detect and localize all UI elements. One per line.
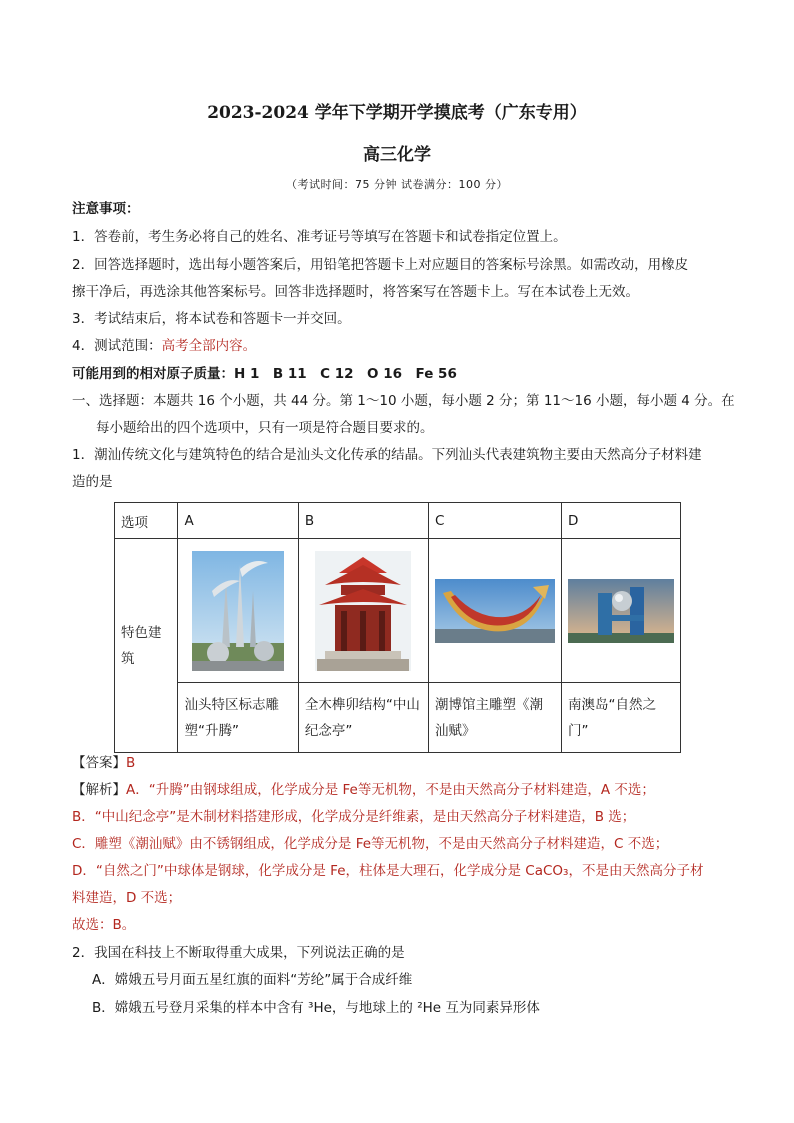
notice-item-4 bbox=[72, 333, 746, 360]
option-d-caption: 南澳岛“自然之门” bbox=[562, 683, 681, 753]
atomic-masses: 可能用到的相对原子质量：H 1 B 11 C 12 O 16 Fe 56 bbox=[72, 366, 457, 382]
answer-line bbox=[72, 750, 746, 777]
notice-heading: 注意事项： bbox=[72, 201, 140, 217]
analysis-line-1 bbox=[72, 777, 746, 804]
conclusion: 故选：B。 bbox=[72, 917, 136, 933]
notice-item-3: 3．考试结束后，将本试卷和答题卡一并交回。 bbox=[72, 311, 351, 327]
analysis-label: 【解析】 bbox=[72, 782, 126, 798]
section-heading-cont: 每小题给出的四个选项中，只有一项是符合题目要求的。 bbox=[96, 420, 434, 436]
option-a-letter: A bbox=[178, 503, 298, 539]
sculpture-image bbox=[192, 551, 284, 671]
row-label: 特色建筑 bbox=[115, 539, 178, 753]
analysis-b: B．“中山纪念亭”是木制材料搭建形成，化学成分是纤维素，是由天然高分子材料建造，B 选； bbox=[72, 809, 636, 825]
option-b-image bbox=[298, 539, 428, 683]
notice-item-2-cont: 擦干净后，再选涂其他答案标号。回答非选择题时，将答案写在答题卡上。写在本试卷上无效。 bbox=[72, 284, 639, 300]
pavilion-image bbox=[315, 551, 411, 671]
q1-stem-cont: 造的是 bbox=[72, 474, 113, 490]
option-c-image bbox=[428, 539, 561, 683]
notice-item-2: 2．回答选择题时，选出每小题答案后，用铅笔把答题卡上对应题目的答案标号涂黑。如需改动，用橡皮 bbox=[72, 257, 689, 273]
sculpture-chaoshan-image bbox=[435, 579, 555, 643]
answer-label: 【答案】 bbox=[72, 755, 126, 771]
option-b-letter: B bbox=[298, 503, 428, 539]
nature-gate-image bbox=[568, 579, 674, 643]
answer-value: B bbox=[126, 755, 136, 771]
notice-item-1: 1．答卷前，考生务必将自己的姓名、准考证号等填写在答题卡和试卷指定位置上。 bbox=[72, 229, 567, 245]
scope-value: 高考全部内容。 bbox=[161, 338, 257, 354]
options-table bbox=[114, 502, 681, 753]
analysis-d: D．“自然之门”中球体是钢球，化学成分是 Fe，柱体是大理石，化学成分是 CaCO₃，不是由天然高分子材 bbox=[72, 863, 704, 879]
option-c-letter: C bbox=[428, 503, 561, 539]
option-d-letter: D bbox=[562, 503, 681, 539]
exam-title: 2023-2024 学年下学期开学摸底考（广东专用） bbox=[207, 103, 587, 123]
table-header-label: 选项 bbox=[115, 503, 178, 539]
analysis-a: A．“升腾”由钢球组成，化学成分是 Fe等无机物，不是由天然高分子材料建造，A 不选； bbox=[126, 782, 655, 798]
section-heading: 一、选择题：本题共 16 个小题，共 44 分。第 1～10 小题，每小题 2 分；第 11～16 小题，每小题 4 分。在 bbox=[72, 393, 735, 409]
option-d-image bbox=[562, 539, 681, 683]
q2-option-a: A．嫦娥五号月面五星红旗的面料“芳纶”属于合成纤维 bbox=[92, 972, 413, 988]
scope-label: 4．测试范围： bbox=[72, 338, 162, 354]
option-a-image bbox=[178, 539, 298, 683]
exam-info: （考试时间：75 分钟 试卷满分：100 分） bbox=[286, 178, 508, 191]
q2-option-b: B．嫦娥五号登月采集的样本中含有 ³He，与地球上的 ²He 互为同素异形体 bbox=[92, 1000, 540, 1016]
option-b-caption: 全木榫卯结构“中山纪念亭” bbox=[298, 683, 428, 753]
option-c-caption: 潮博馆主雕塑《潮汕赋》 bbox=[428, 683, 561, 753]
option-a-caption: 汕头特区标志雕塑“升腾” bbox=[178, 683, 298, 753]
exam-subtitle: 高三化学 bbox=[363, 145, 431, 165]
q1-stem: 1．潮汕传统文化与建筑特色的结合是汕头文化传承的结晶。下列汕头代表建筑物主要由天然高分子材料建 bbox=[72, 447, 702, 463]
analysis-c: C．雕塑《潮汕赋》由不锈钢组成，化学成分是 Fe等无机物，不是由天然高分子材料建造，C 不选； bbox=[72, 836, 669, 852]
analysis-d-cont: 料建造，D 不选； bbox=[72, 890, 182, 906]
q2-stem: 2．我国在科技上不断取得重大成果，下列说法正确的是 bbox=[72, 945, 405, 961]
